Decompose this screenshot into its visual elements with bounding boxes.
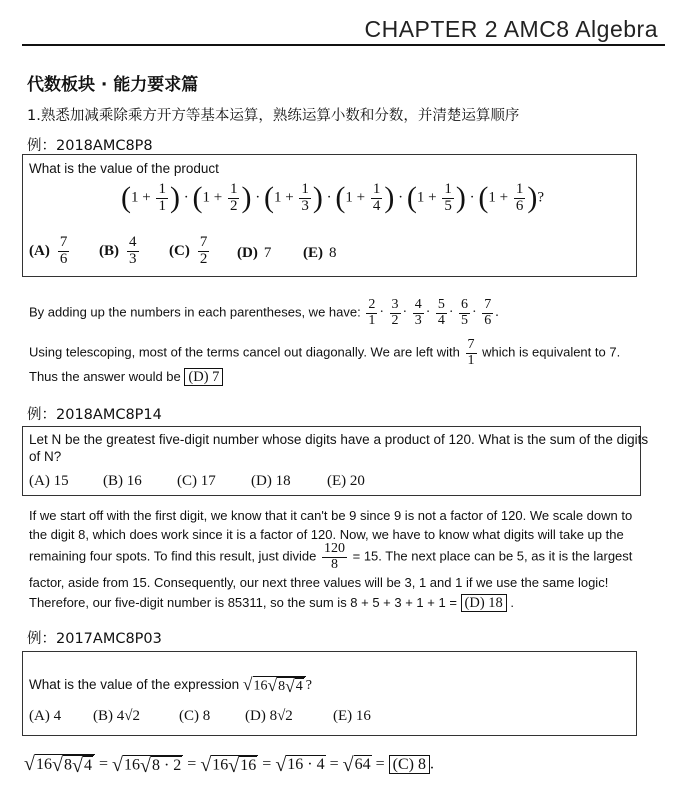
option-e: (E) 20 [327, 473, 365, 489]
nested-radical: √ 16 √ 8 √ 4 ? [242, 674, 312, 696]
solution2-line-4: factor, aside from 15. Consequently, our next three values will be 3, 1 and 1 if we use the same logic! [29, 575, 609, 590]
question-text: What is the value of the expression √ 16 √ 8 √ 4 ? [29, 674, 312, 696]
problem-box-1 [22, 154, 637, 277]
option-e: (E) 16 [333, 708, 371, 724]
solution2-line-5: Therefore, our five-digit number is 85311, so the sum is 8 + 5 + 3 + 1 + 1 = (D) 18 . [29, 595, 515, 611]
example-label-1: 例：2018AMC8P8 [27, 138, 153, 154]
requirement-text: 1.熟悉加减乘除乘方开方等基本运算，熟练运算小数和分数，并清楚运算顺序 [27, 108, 520, 124]
option-c: (C) 17 [177, 473, 216, 489]
option-a: (A) $\frac{7}{6}$ [29, 234, 68, 267]
header-divider [22, 44, 665, 46]
solution3-equation: √ 16 √ 8 √ 4 = √ 16 √ 8 · 2 = √ 16 √ 16 = √ 16 · 4 = √ 64 = (C) 8 . [24, 753, 434, 777]
option-b: (B) 4√2 [93, 708, 140, 724]
option-d: (D) 18 [251, 473, 291, 489]
chapter-header: CHAPTER 2 AMC8 Algebra [364, 16, 658, 42]
option-b: (B) $\frac{4}{3}$ [99, 234, 137, 267]
product-expression: (1 + $\frac{1}{1}$ ) · (1 + $\frac{1}{2}$ ) · (1 + $\frac{1}{3}$ ) · (1 + $\frac{1}{4}$ ) · (1 + $\frac{1}{5}$ ) · (1 + $\frac{1}{6}$ )? [121, 180, 544, 214]
answer-box-1: (D) 7 [184, 368, 223, 386]
problem-box-2 [22, 426, 649, 496]
example-label-2: 例：2018AMC8P14 [27, 407, 162, 423]
solution-line-1: By adding up the numbers in each parentheses, we have: $\frac{2}{1}$ · $\frac{3}{2}$ · $\frac{4}{3}$ · $\frac{5}{4}$ · $\frac{6}{5}$ · $\frac{7}{6}$ . [29, 297, 499, 328]
answer-box-3: (C) 8 [389, 755, 430, 774]
question-line-2: of N? [29, 449, 62, 464]
option-d: (D) 7 [237, 245, 272, 261]
question-text: What is the value of the product [29, 161, 219, 176]
solution2-line-2: the digit 8, which does work since it is a factor of 120. Now, we have to know what digits will take up the [29, 527, 624, 542]
option-c: (C) $\frac{7}{2}$ [169, 234, 208, 267]
option-b: (B) 16 [103, 473, 142, 489]
solution-line-3: Thus the answer would be (D) 7 [29, 369, 223, 386]
option-d: (D) 8√2 [245, 708, 293, 724]
answer-box-2: (D) 18 [461, 594, 507, 612]
solution2-line-3: remaining four spots. To find this result, just divide $\frac{120}{8}$ = 15. The next place can be 5, as it is the largest [29, 541, 633, 572]
option-c: (C) 8 [179, 708, 211, 724]
solution2-line-1: If we start off with the first digit, we know that it can't be 9 since 9 is not a factor of 120. We scale down to [29, 508, 633, 523]
problem-box-3 [22, 651, 637, 736]
section-title: 代数板块 · 能力要求篇 [27, 75, 199, 95]
option-a: (A) 4 [29, 708, 62, 724]
example-label-3: 例：2017AMC8P03 [27, 631, 162, 647]
question-line-1: Let N be the greatest five-digit number whose digits have a product of 120. What is the sum of the digits [29, 432, 649, 447]
solution-line-2: Using telescoping, most of the terms cancel out diagonally. We are left with $\frac{7}{1}$ which is equivalent to 7. [29, 337, 621, 368]
option-e: (E) 8 [303, 245, 337, 261]
option-a: (A) 15 [29, 473, 69, 489]
